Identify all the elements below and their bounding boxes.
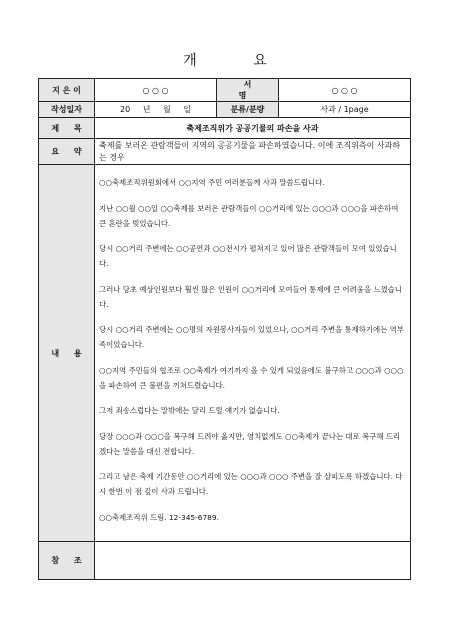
- content-paragraph: 그러나 당초 예상인원보다 훨씬 많은 인원이 ○○거리에 모여들어 통제에 큰 어려움을 느꼈습니다.: [99, 284, 402, 309]
- author-row: [39, 79, 411, 102]
- category-value: 사과 / 1page: [279, 102, 411, 118]
- reference-row: [39, 542, 411, 580]
- content-paragraph: ○○축제조직위원회에서 ○○지역 주민 여러분들께 사과 말씀드립니다.: [99, 178, 325, 187]
- summary-value: 축제를 보러온 관람객들이 지역의 공공기물을 파손하였습니다. 이에 조직위측이 사과하는 경우: [95, 139, 411, 165]
- content-paragraph: 지난 ○○월 ○○일 ○○축제를 보러온 관람객들이 ○○거리에 있는 ○○○과 ○○○을 파손하여 큰 혼란을 빚었습니다.: [99, 203, 399, 228]
- signature-value: ○ ○ ○: [279, 79, 411, 102]
- signature-label: 서 명: [217, 79, 279, 102]
- subject-value: 축제조직위가 공공기물의 파손을 사과: [95, 118, 411, 139]
- reference-value: [95, 542, 411, 580]
- date-value: 20 년 월 일: [95, 102, 217, 118]
- document-title: 개 요: [183, 53, 293, 69]
- content-row: [39, 165, 411, 542]
- content-paragraph: 그저 죄송스럽다는 말밖에는 달리 드릴 얘기가 없습니다.: [99, 406, 280, 415]
- content-paragraph: 당시 ○○거리 주변에는 ○○명의 자원봉사자들이 있었으나, ○○거리 주변을 통제하기에는 역부족이었습니다.: [99, 325, 404, 349]
- subject-row: [39, 118, 411, 139]
- author-value: ○ ○ ○: [95, 79, 217, 102]
- content-paragraph: ○○지역 주민들의 협조로 ○○축제가 여기까지 올 수 있게 되었음에도 불구하고 ○○○과 ○○○을 파손하여 큰 불편을 끼쳐드렸습니다.: [99, 365, 404, 390]
- category-label: 분류/분량: [217, 102, 279, 118]
- content-body: [95, 165, 411, 542]
- subject-label: 제 목: [39, 118, 95, 139]
- content-paragraph: 그리고 남은 축제 기간동안 ○○거리에 있는 ○○○과 ○○○ 주변을 잘 살피도록 하겠습니다. 다시 한번 이 점 깊이 사과 드립니다.: [99, 472, 403, 496]
- author-label: 지 은 이: [39, 79, 95, 102]
- summary-row: [39, 139, 411, 165]
- date-row: [39, 102, 411, 118]
- content-paragraph: 당장 ○○○과 ○○○을 복구해 드려야 옳지만, 염치없게도 ○○축제가 끝나는 대로 복구해 드리겠다는 말씀을 대신 전합니다.: [99, 431, 401, 456]
- date-label: 작성일자: [39, 102, 95, 118]
- overview-form-table: [38, 78, 411, 580]
- content-paragraph: 당시 ○○거리 주변에는 ○○공연과 ○○전시가 펼쳐지고 있어 많은 관람객들이 모여 있었습니다.: [99, 244, 397, 268]
- reference-label: 참 조: [39, 542, 95, 580]
- summary-label: 요 약: [39, 139, 95, 165]
- content-paragraph: ○○축제조직위 드림. 12-345-6789.: [99, 512, 219, 522]
- content-label: 내 용: [39, 165, 95, 542]
